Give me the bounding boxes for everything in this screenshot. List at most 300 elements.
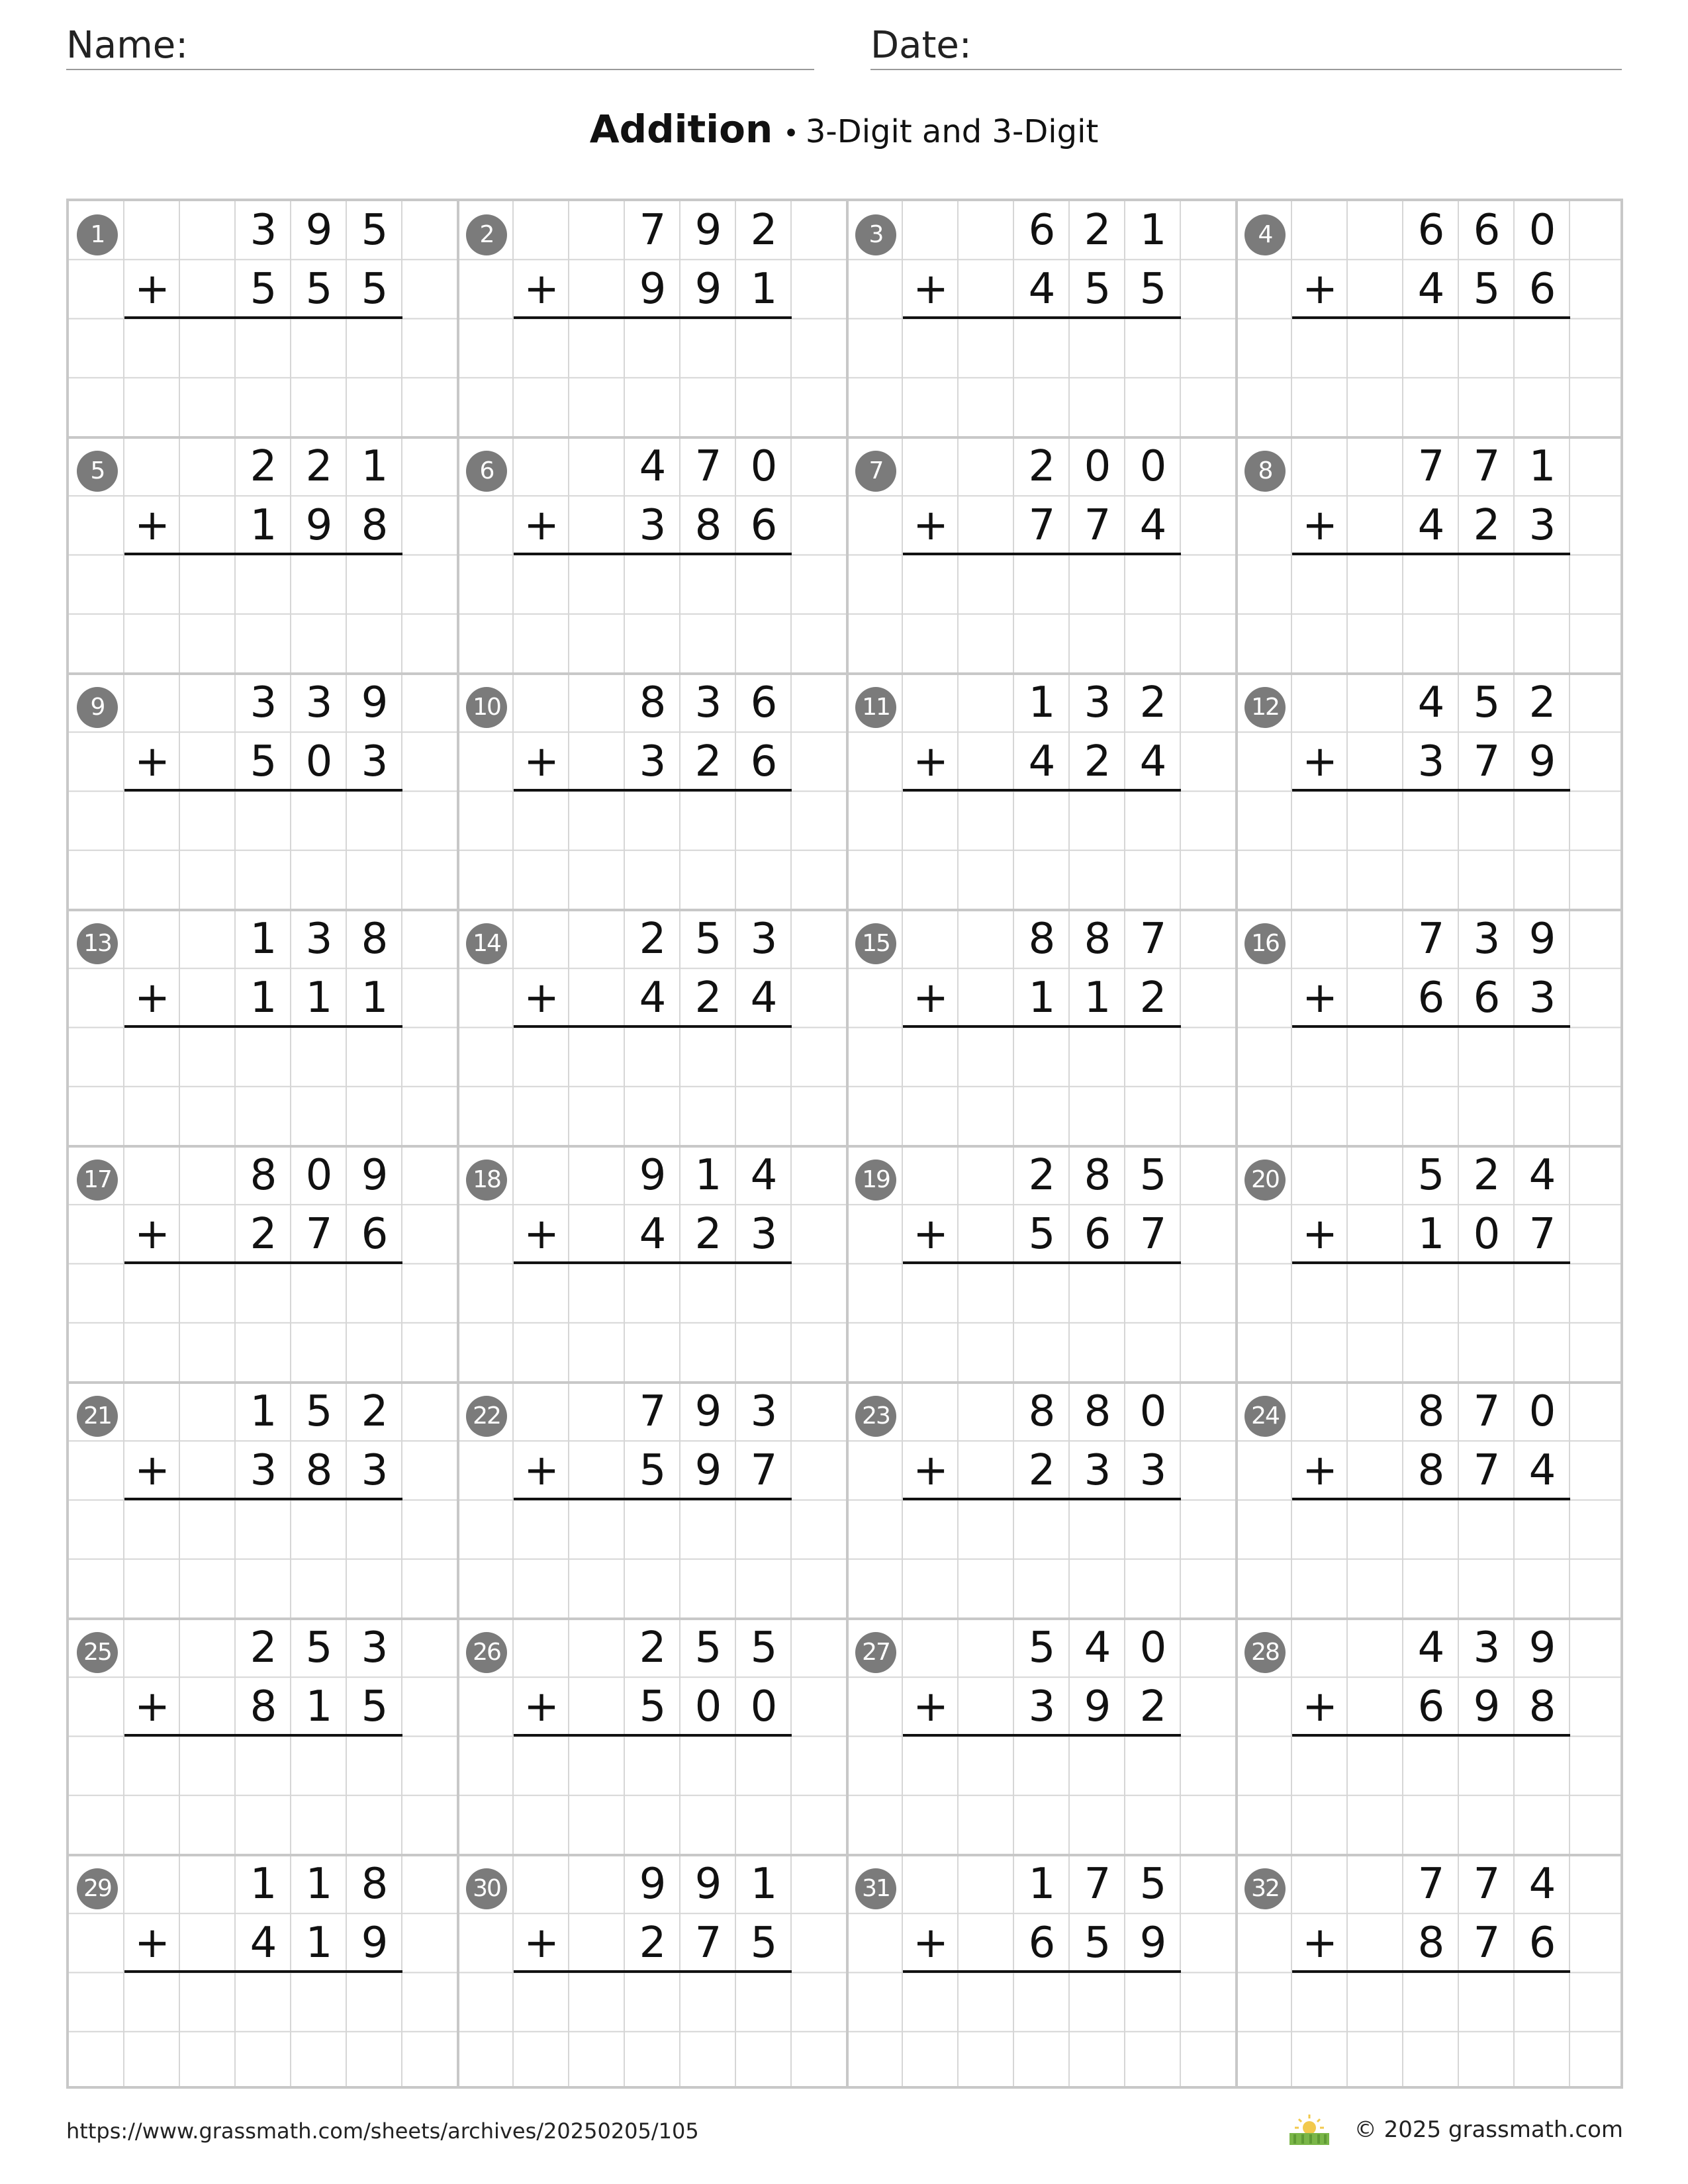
addend-bottom-digit: 7 <box>694 1919 722 1968</box>
answer-line <box>1292 1261 1570 1264</box>
problem-15 <box>847 910 1237 1146</box>
answer-line <box>903 1498 1181 1500</box>
addend-bottom-digit: 8 <box>305 1446 333 1496</box>
plus-sign: + <box>134 1919 170 1968</box>
addend-bottom-digit: 7 <box>1473 1446 1501 1496</box>
addend-bottom-digit: 5 <box>1473 265 1501 314</box>
addend-top-digit: 2 <box>305 442 333 491</box>
problem-number-badge: 23 <box>855 1396 896 1437</box>
addend-top-digit: 5 <box>1139 1860 1167 1909</box>
addend-top-digit: 2 <box>1139 678 1167 727</box>
addend-bottom-digit: 6 <box>1528 265 1556 314</box>
plus-sign: + <box>1302 737 1338 786</box>
addend-bottom-digit: 9 <box>694 1446 722 1496</box>
addend-top-digit: 9 <box>639 1860 667 1909</box>
addend-bottom-digit: 9 <box>1084 1682 1111 1732</box>
plus-sign: + <box>1302 1919 1338 1968</box>
addend-top-digit: 0 <box>1139 1387 1167 1436</box>
problem-13 <box>69 910 458 1146</box>
addend-bottom-digit: 8 <box>361 501 389 551</box>
addend-top-digit: 6 <box>1417 206 1445 255</box>
addend-bottom-digit: 3 <box>361 737 389 787</box>
footer-brand <box>1287 2110 1623 2150</box>
plus-sign: + <box>524 1919 559 1968</box>
addend-top-digit: 1 <box>694 1151 722 1200</box>
addend-bottom-digit: 6 <box>750 737 778 787</box>
problem-number-badge: 16 <box>1244 923 1286 964</box>
addend-bottom-digit: 2 <box>694 1210 722 1259</box>
addend-top-digit: 4 <box>1528 1151 1556 1200</box>
addend-bottom-digit: 0 <box>305 737 333 787</box>
addend-bottom-digit: 5 <box>750 1919 778 1968</box>
addend-top-digit: 2 <box>361 1387 389 1436</box>
plus-sign: + <box>913 974 949 1023</box>
problem-number-badge: 8 <box>1244 451 1286 492</box>
addend-top-digit: 5 <box>1139 1151 1167 1200</box>
addend-top-digit: 3 <box>750 915 778 964</box>
addend-bottom-digit: 5 <box>361 265 389 314</box>
addend-bottom-digit: 5 <box>250 265 277 314</box>
addend-top-digit: 7 <box>1084 1860 1111 1909</box>
answer-line <box>514 1970 792 1973</box>
addend-bottom-digit: 5 <box>361 1682 389 1732</box>
addend-top-digit: 6 <box>750 678 778 727</box>
plus-sign: + <box>524 501 559 550</box>
addend-top-digit: 3 <box>750 1387 778 1436</box>
addend-top-digit: 4 <box>750 1151 778 1200</box>
addend-top-digit: 3 <box>1084 678 1111 727</box>
problem-28 <box>1237 1619 1626 1855</box>
addend-top-digit: 9 <box>305 206 333 255</box>
answer-line <box>124 1498 402 1500</box>
addend-top-digit: 1 <box>1028 1860 1056 1909</box>
answer-line <box>1292 1970 1570 1973</box>
problem-grid <box>66 199 1623 2089</box>
addend-top-digit: 3 <box>694 678 722 727</box>
addend-bottom-digit: 1 <box>305 1682 333 1732</box>
addend-top-digit: 0 <box>1139 1623 1167 1672</box>
addend-bottom-digit: 8 <box>694 501 722 551</box>
addend-bottom-digit: 4 <box>639 974 667 1023</box>
plus-sign: + <box>1302 974 1338 1023</box>
problem-30 <box>458 1855 847 2091</box>
problem-21 <box>69 1383 458 1619</box>
addend-bottom-digit: 3 <box>639 501 667 551</box>
problem-number-badge: 21 <box>77 1396 118 1437</box>
addend-bottom-digit: 1 <box>305 974 333 1023</box>
plus-sign: + <box>913 265 949 314</box>
addend-top-digit: 7 <box>1473 442 1501 491</box>
addend-bottom-digit: 3 <box>1528 974 1556 1023</box>
addend-top-digit: 0 <box>1528 1387 1556 1436</box>
answer-line <box>903 553 1181 555</box>
problem-6 <box>458 437 847 674</box>
problem-29 <box>69 1855 458 2091</box>
name-label: Name: <box>66 24 189 67</box>
grass-sun-logo-icon <box>1287 2113 1332 2146</box>
problem-10 <box>458 674 847 910</box>
addend-top-digit: 1 <box>1528 442 1556 491</box>
addend-top-digit: 7 <box>639 1387 667 1436</box>
answer-line <box>1292 1025 1570 1028</box>
addend-bottom-digit: 6 <box>1473 974 1501 1023</box>
addend-bottom-digit: 3 <box>1028 1682 1056 1732</box>
plus-sign: + <box>134 265 170 314</box>
addend-bottom-digit: 6 <box>1084 1210 1111 1259</box>
addend-top-digit: 1 <box>750 1860 778 1909</box>
addend-top-digit: 1 <box>361 442 389 491</box>
problem-1 <box>69 201 458 437</box>
addend-top-digit: 8 <box>1084 1387 1111 1436</box>
answer-line <box>903 1025 1181 1028</box>
plus-sign: + <box>134 974 170 1023</box>
addend-bottom-digit: 5 <box>1084 265 1111 314</box>
footer-copyright: © 2025 grassmath.com <box>1354 2116 1623 2143</box>
plus-sign: + <box>524 265 559 314</box>
problem-number-badge: 19 <box>855 1160 896 1201</box>
addend-bottom-digit: 7 <box>1139 1210 1167 1259</box>
problem-number-badge: 9 <box>77 687 118 728</box>
problem-number-badge: 14 <box>466 923 507 964</box>
addend-top-digit: 3 <box>305 678 333 727</box>
addend-top-digit: 9 <box>694 1387 722 1436</box>
problem-9 <box>69 674 458 910</box>
footer-url[interactable]: https://www.grassmath.com/sheets/archives/20250205/105 <box>66 2118 699 2144</box>
addend-bottom-digit: 8 <box>250 1682 277 1732</box>
name-field[interactable] <box>66 23 814 70</box>
addend-bottom-digit: 1 <box>1417 1210 1445 1259</box>
problem-27 <box>847 1619 1237 1855</box>
addend-top-digit: 9 <box>639 1151 667 1200</box>
addend-bottom-digit: 7 <box>305 1210 333 1259</box>
addend-bottom-digit: 6 <box>750 501 778 551</box>
answer-line <box>514 1498 792 1500</box>
problem-number-badge: 1 <box>77 214 118 255</box>
problem-number-badge: 11 <box>855 687 896 728</box>
addend-bottom-digit: 1 <box>1084 974 1111 1023</box>
problem-number-badge: 5 <box>77 451 118 492</box>
plus-sign: + <box>524 1682 559 1731</box>
addend-bottom-digit: 9 <box>1528 737 1556 787</box>
addend-bottom-digit: 9 <box>694 265 722 314</box>
addend-bottom-digit: 4 <box>1528 1446 1556 1496</box>
plus-sign: + <box>134 501 170 550</box>
addend-top-digit: 4 <box>1417 678 1445 727</box>
problem-number-badge: 30 <box>466 1868 507 1909</box>
plus-sign: + <box>913 1682 949 1731</box>
addend-top-digit: 3 <box>305 915 333 964</box>
answer-line <box>124 1261 402 1264</box>
problem-number-badge: 4 <box>1244 214 1286 255</box>
problem-number-badge: 31 <box>855 1868 896 1909</box>
addend-top-digit: 2 <box>750 206 778 255</box>
addend-bottom-digit: 4 <box>250 1919 277 1968</box>
addend-top-digit: 8 <box>361 915 389 964</box>
addend-bottom-digit: 0 <box>694 1682 722 1732</box>
addend-bottom-digit: 7 <box>1084 501 1111 551</box>
addend-bottom-digit: 2 <box>639 1919 667 1968</box>
plus-sign: + <box>134 1446 170 1495</box>
addend-bottom-digit: 5 <box>639 1682 667 1732</box>
problem-number-badge: 7 <box>855 451 896 492</box>
addend-bottom-digit: 4 <box>1417 265 1445 314</box>
problem-number-badge: 17 <box>77 1160 118 1201</box>
problem-14 <box>458 910 847 1146</box>
addend-top-digit: 6 <box>1473 206 1501 255</box>
addend-top-digit: 3 <box>1473 915 1501 964</box>
date-label: Date: <box>870 24 972 67</box>
addend-top-digit: 5 <box>694 915 722 964</box>
addend-top-digit: 2 <box>1084 206 1111 255</box>
addend-bottom-digit: 3 <box>1084 1446 1111 1496</box>
problem-7 <box>847 437 1237 674</box>
problem-3 <box>847 201 1237 437</box>
problem-2 <box>458 201 847 437</box>
answer-line <box>514 1734 792 1737</box>
title-separator: • <box>783 118 799 149</box>
addend-top-digit: 4 <box>1084 1623 1111 1672</box>
answer-line <box>124 316 402 319</box>
addend-top-digit: 2 <box>1028 1151 1056 1200</box>
problem-number-badge: 18 <box>466 1160 507 1201</box>
addend-bottom-digit: 4 <box>639 1210 667 1259</box>
addend-top-digit: 3 <box>361 1623 389 1672</box>
plus-sign: + <box>913 1210 949 1259</box>
addend-top-digit: 1 <box>1028 678 1056 727</box>
addend-bottom-digit: 8 <box>1417 1919 1445 1968</box>
problem-31 <box>847 1855 1237 2091</box>
addend-top-digit: 8 <box>639 678 667 727</box>
answer-line <box>903 789 1181 792</box>
addend-bottom-digit: 4 <box>1417 501 1445 551</box>
problem-8 <box>1237 437 1626 674</box>
answer-line <box>514 553 792 555</box>
addend-bottom-digit: 5 <box>1139 265 1167 314</box>
answer-line <box>124 1734 402 1737</box>
addend-bottom-digit: 2 <box>1473 501 1501 551</box>
addend-bottom-digit: 3 <box>1139 1446 1167 1496</box>
addend-bottom-digit: 9 <box>1139 1919 1167 1968</box>
addend-top-digit: 1 <box>1139 206 1167 255</box>
addend-bottom-digit: 5 <box>1084 1919 1111 1968</box>
plus-sign: + <box>913 1919 949 1968</box>
addend-top-digit: 9 <box>1528 1623 1556 1672</box>
problem-17 <box>69 1146 458 1383</box>
addend-top-digit: 3 <box>1473 1623 1501 1672</box>
addend-top-digit: 7 <box>1139 915 1167 964</box>
problem-26 <box>458 1619 847 1855</box>
addend-top-digit: 1 <box>250 1860 277 1909</box>
addend-top-digit: 0 <box>1139 442 1167 491</box>
plus-sign: + <box>1302 265 1338 314</box>
addend-bottom-digit: 9 <box>639 265 667 314</box>
plus-sign: + <box>1302 1446 1338 1495</box>
addend-bottom-digit: 7 <box>1528 1210 1556 1259</box>
addend-bottom-digit: 7 <box>1473 737 1501 787</box>
answer-line <box>903 1734 1181 1737</box>
addend-top-digit: 0 <box>750 442 778 491</box>
answer-line <box>124 1025 402 1028</box>
addend-bottom-digit: 5 <box>250 737 277 787</box>
answer-line <box>124 789 402 792</box>
plus-sign: + <box>913 737 949 786</box>
addend-bottom-digit: 2 <box>1084 737 1111 787</box>
addend-top-digit: 0 <box>1528 206 1556 255</box>
addend-bottom-digit: 2 <box>1028 1446 1056 1496</box>
addend-top-digit: 7 <box>1473 1387 1501 1436</box>
addend-top-digit: 0 <box>1084 442 1111 491</box>
addend-top-digit: 2 <box>1528 678 1556 727</box>
addend-bottom-digit: 9 <box>305 501 333 551</box>
problem-number-badge: 3 <box>855 214 896 255</box>
addend-top-digit: 8 <box>1028 915 1056 964</box>
problem-number-badge: 29 <box>77 1868 118 1909</box>
date-field[interactable] <box>870 23 1622 70</box>
plus-sign: + <box>1302 1210 1338 1259</box>
addend-top-digit: 2 <box>639 915 667 964</box>
addend-bottom-digit: 4 <box>750 974 778 1023</box>
plus-sign: + <box>913 501 949 550</box>
answer-line <box>514 1261 792 1264</box>
addend-bottom-digit: 6 <box>1417 974 1445 1023</box>
plus-sign: + <box>1302 1682 1338 1731</box>
addend-bottom-digit: 6 <box>361 1210 389 1259</box>
addend-bottom-digit: 6 <box>1028 1919 1056 1968</box>
problem-25 <box>69 1619 458 1855</box>
addend-top-digit: 8 <box>1084 1151 1111 1200</box>
addend-top-digit: 3 <box>250 206 277 255</box>
addend-bottom-digit: 5 <box>305 265 333 314</box>
addend-bottom-digit: 5 <box>1028 1210 1056 1259</box>
answer-line <box>1292 553 1570 555</box>
problem-number-badge: 15 <box>855 923 896 964</box>
plus-sign: + <box>524 1446 559 1495</box>
problem-20 <box>1237 1146 1626 1383</box>
answer-line <box>514 1025 792 1028</box>
answer-line <box>124 1970 402 1973</box>
plus-sign: + <box>134 737 170 786</box>
problem-number-badge: 10 <box>466 687 507 728</box>
problem-11 <box>847 674 1237 910</box>
addend-bottom-digit: 2 <box>694 737 722 787</box>
problem-12 <box>1237 674 1626 910</box>
answer-line <box>1292 789 1570 792</box>
addend-top-digit: 4 <box>639 442 667 491</box>
addend-bottom-digit: 2 <box>1139 974 1167 1023</box>
addend-top-digit: 7 <box>1473 1860 1501 1909</box>
problem-number-badge: 27 <box>855 1632 896 1673</box>
answer-line <box>1292 1734 1570 1737</box>
addend-top-digit: 8 <box>1028 1387 1056 1436</box>
answer-line <box>903 1261 1181 1264</box>
addend-top-digit: 3 <box>250 678 277 727</box>
problem-number-badge: 2 <box>466 214 507 255</box>
title-main: Addition <box>589 107 773 152</box>
addend-bottom-digit: 9 <box>1473 1682 1501 1732</box>
addend-top-digit: 9 <box>361 1151 389 1200</box>
addend-bottom-digit: 7 <box>1028 501 1056 551</box>
addend-bottom-digit: 0 <box>1473 1210 1501 1259</box>
addend-top-digit: 7 <box>1417 1860 1445 1909</box>
addend-bottom-digit: 1 <box>750 265 778 314</box>
problem-number-badge: 25 <box>77 1632 118 1673</box>
plus-sign: + <box>524 974 559 1023</box>
addend-bottom-digit: 3 <box>1417 737 1445 787</box>
problem-number-badge: 20 <box>1244 1160 1286 1201</box>
addend-bottom-digit: 5 <box>639 1446 667 1496</box>
problem-number-badge: 28 <box>1244 1632 1286 1673</box>
addend-top-digit: 5 <box>1417 1151 1445 1200</box>
addend-top-digit: 5 <box>1473 678 1501 727</box>
addend-bottom-digit: 1 <box>1028 974 1056 1023</box>
plus-sign: + <box>1302 501 1338 550</box>
addend-bottom-digit: 4 <box>1028 737 1056 787</box>
addend-bottom-digit: 1 <box>361 974 389 1023</box>
addend-bottom-digit: 9 <box>361 1919 389 1968</box>
problem-number-badge: 26 <box>466 1632 507 1673</box>
addend-top-digit: 1 <box>250 915 277 964</box>
worksheet-title <box>0 103 1688 165</box>
addend-bottom-digit: 2 <box>1139 1682 1167 1732</box>
addend-top-digit: 1 <box>305 1860 333 1909</box>
problem-number-badge: 32 <box>1244 1868 1286 1909</box>
addend-top-digit: 2 <box>1473 1151 1501 1200</box>
answer-line <box>514 316 792 319</box>
problem-22 <box>458 1383 847 1619</box>
addend-top-digit: 5 <box>694 1623 722 1672</box>
addend-bottom-digit: 3 <box>361 1446 389 1496</box>
problem-18 <box>458 1146 847 1383</box>
problem-24 <box>1237 1383 1626 1619</box>
addend-top-digit: 8 <box>1084 915 1111 964</box>
addend-bottom-digit: 1 <box>250 974 277 1023</box>
plus-sign: + <box>134 1682 170 1731</box>
addend-bottom-digit: 8 <box>1528 1682 1556 1732</box>
addend-top-digit: 4 <box>1528 1860 1556 1909</box>
addend-bottom-digit: 0 <box>750 1682 778 1732</box>
addend-bottom-digit: 6 <box>1417 1682 1445 1732</box>
plus-sign: + <box>524 737 559 786</box>
answer-line <box>124 553 402 555</box>
addend-bottom-digit: 2 <box>694 974 722 1023</box>
addend-top-digit: 8 <box>250 1151 277 1200</box>
addend-bottom-digit: 1 <box>305 1919 333 1968</box>
addend-top-digit: 9 <box>361 678 389 727</box>
addend-top-digit: 5 <box>1028 1623 1056 1672</box>
problem-4 <box>1237 201 1626 437</box>
addend-bottom-digit: 3 <box>250 1446 277 1496</box>
addend-bottom-digit: 4 <box>1139 501 1167 551</box>
plus-sign: + <box>913 1446 949 1495</box>
addend-bottom-digit: 3 <box>1528 501 1556 551</box>
answer-line <box>1292 1498 1570 1500</box>
addend-top-digit: 2 <box>1028 442 1056 491</box>
addend-top-digit: 2 <box>250 442 277 491</box>
problem-number-badge: 22 <box>466 1396 507 1437</box>
problem-32 <box>1237 1855 1626 2091</box>
addend-top-digit: 8 <box>361 1860 389 1909</box>
addend-top-digit: 7 <box>639 206 667 255</box>
addend-bottom-digit: 7 <box>750 1446 778 1496</box>
problem-number-badge: 12 <box>1244 687 1286 728</box>
addend-top-digit: 2 <box>639 1623 667 1672</box>
addend-top-digit: 5 <box>305 1387 333 1436</box>
addend-top-digit: 7 <box>1417 915 1445 964</box>
addend-top-digit: 0 <box>305 1151 333 1200</box>
problem-19 <box>847 1146 1237 1383</box>
addend-top-digit: 5 <box>750 1623 778 1672</box>
problem-number-badge: 13 <box>77 923 118 964</box>
